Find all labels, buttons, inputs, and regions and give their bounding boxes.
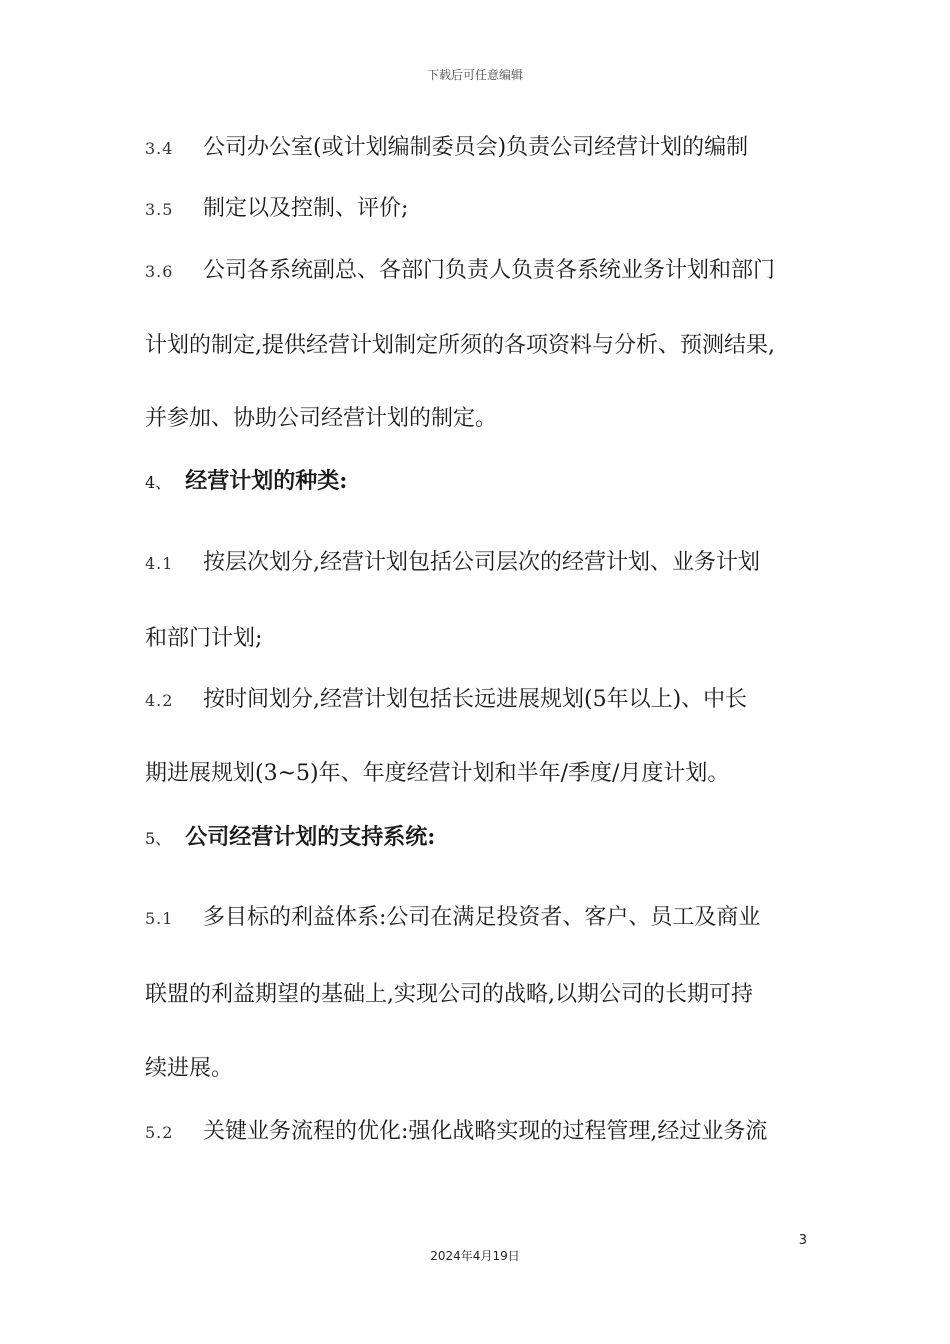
paragraph-5-2 [145,1117,767,1148]
section-number: 4.2 [145,691,174,710]
section-number: 5、 [145,829,172,848]
section-heading-5 [145,822,435,854]
paragraph-text: 制定以及控制、评价; [203,196,409,221]
paragraph-continuation [145,404,497,434]
section-number: 3.6 [145,262,174,281]
paragraph-3-5 [145,194,408,225]
page-header: 下载后可任意编辑 [426,68,523,82]
heading-text: 公司经营计划的支持系统: [185,824,436,850]
paragraph-continuation [145,624,262,654]
footer-date: 2024年4月19日 [430,1249,520,1263]
paragraph-continuation [145,980,753,1010]
heading-text: 经营计划的种类: [185,468,348,494]
paragraph-text: 期进展规划(3~5)年、年度经营计划和半年/季度/月度计划。 [145,761,730,786]
paragraph-text: 公司办公室(或计划编制委员会)负责公司经营计划的编制 [203,135,749,160]
paragraph-4-1 [145,548,760,579]
paragraph-text: 联盟的利益期望的基础上,实现公司的战略,以期公司的长期可持 [145,982,753,1007]
paragraph-text: 关键业务流程的优化:强化战略实现的过程管理,经过业务流 [203,1119,768,1144]
section-number: 3.5 [145,200,174,219]
section-number: 5.1 [145,909,174,928]
paragraph-text: 公司各系统副总、各部门负责人负责各系统业务计划和部门 [203,258,776,283]
paragraph-3-6 [145,256,775,287]
section-number: 3.4 [145,139,174,158]
paragraph-text: 多目标的利益体系:公司在满足投资者、客户、员工及商业 [203,905,761,930]
paragraph-4-2 [145,685,747,716]
paragraph-continuation [145,331,775,361]
paragraph-text: 按层次划分,经营计划包括公司层次的经营计划、业务计划 [203,550,760,575]
paragraph-text: 和部门计划; [145,626,263,651]
paragraph-text: 并参加、协助公司经营计划的制定。 [145,406,498,431]
paragraph-3-4 [145,133,748,164]
page-number: 3 [798,1233,807,1248]
paragraph-text: 计划的制定,提供经营计划制定所须的各项资料与分析、预测结果, [145,333,775,358]
paragraph-continuation [145,1054,233,1084]
section-number: 5.2 [145,1123,174,1142]
section-number: 4、 [145,473,172,492]
section-heading-4 [145,466,347,498]
section-number: 4.1 [145,554,174,573]
paragraph-text: 按时间划分,经营计划包括长远进展规划(5年以上)、中长 [203,687,748,712]
paragraph-5-1 [145,903,760,934]
paragraph-continuation [145,759,729,789]
paragraph-text: 续进展。 [145,1056,234,1081]
